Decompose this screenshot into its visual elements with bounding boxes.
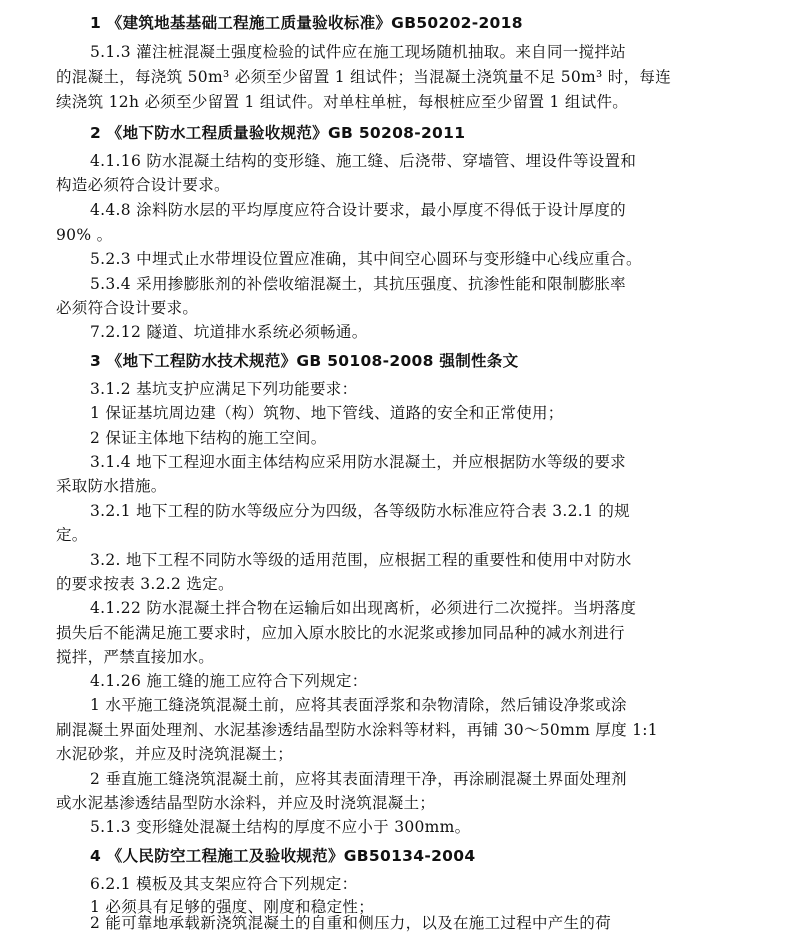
line-1: 5.1.3 灌注桩混凝土强度检验的试件应在施工现场随机抽取。来自同一搅拌站 — [90, 43, 626, 61]
line-32: 5.1.3 变形缝处混凝土结构的厚度不应小于 300mm。 — [90, 818, 471, 836]
line-5: 4.1.16 防水混凝土结构的变形缝、施工缝、后浇带、穿墙管、埋设件等设置和 — [90, 152, 637, 170]
line-18: 采取防水措施。 — [56, 477, 167, 495]
line-12: 7.2.12 隧道、坑道排水系统必须畅通。 — [90, 323, 368, 341]
line-13: 3 《地下工程防水技术规范》GB 50108-2008 强制性条文 — [90, 352, 519, 370]
line-6: 构造必须符合设计要求。 — [56, 176, 230, 194]
line-2: 的混凝土，每浇筑 50m³ 必须至少留置 1 组试件；当混凝土浇筑量不足 50m³ 时，每连 — [56, 68, 671, 86]
line-23: 4.1.22 防水混凝土拌合物在运输后如出现离析，必须进行二次搅拌。当坍落度 — [90, 599, 637, 617]
line-17: 3.1.4 地下工程迎水面主体结构应采用防水混凝土，并应根据防水等级的要求 — [90, 453, 626, 471]
line-25: 搅拌，严禁直接加水。 — [56, 648, 215, 666]
line-22: 的要求按表 3.2.2 选定。 — [56, 575, 234, 593]
line-11: 必须符合设计要求。 — [56, 299, 199, 317]
line-31: 或水泥基渗透结晶型防水涂料，并应及时浇筑混凝土； — [56, 794, 436, 812]
line-8: 90% 。 — [56, 226, 113, 244]
line-14: 3.1.2 基坑支护应满足下列功能要求： — [90, 380, 358, 398]
line-10: 5.3.4 采用掺膨胀剂的补偿收缩混凝土，其抗压强度、抗渗性能和限制膨胀率 — [90, 275, 626, 293]
line-21: 3.2. 地下工程不同防水等级的适用范围，应根据工程的重要性和使用中对防水 — [90, 551, 632, 569]
line-0: 1 《建筑地基基础工程施工质量验收标准》GB50202-2018 — [90, 14, 523, 32]
line-16: 2 保证主体地下结构的施工空间。 — [90, 429, 327, 447]
line-9: 5.2.3 中埋式止水带埋设位置应准确，其中间空心圆环与变形缝中心线应重合。 — [90, 250, 642, 268]
line-7: 4.4.8 涂料防水层的平均厚度应符合设计要求，最小厚度不得低于设计厚度的 — [90, 201, 626, 219]
line-26: 4.1.26 施工缝的施工应符合下列规定： — [90, 672, 368, 690]
line-30: 2 垂直施工缝浇筑混凝土前，应将其表面清理干净，再涂刷混凝土界面处理剂 — [90, 770, 627, 788]
line-28: 刷混凝土界面处理剂、水泥基渗透结晶型防水涂料等材料，再铺 30～50mm 厚度 1:1 — [56, 721, 658, 739]
line-34: 6.2.1 模板及其支架应符合下列规定： — [90, 875, 358, 893]
line-15: 1 保证基坑周边建（构）筑物、地下管线、道路的安全和正常使用； — [90, 404, 564, 422]
line-4: 2 《地下防水工程质量验收规范》GB 50208-2011 — [90, 124, 466, 142]
line-24: 损失后不能满足施工要求时，应加入原水胶比的水泥浆或掺加同品种的减水剂进行 — [56, 624, 625, 642]
line-33: 4 《人民防空工程施工及验收规范》GB50134-2004 — [90, 847, 476, 865]
line-20: 定。 — [56, 526, 88, 544]
line-29: 水泥砂浆，并应及时浇筑混凝土； — [56, 745, 294, 763]
line-19: 3.2.1 地下工程的防水等级应分为四级，各等级防水标准应符合表 3.2.1 的规 — [90, 502, 630, 520]
line-27: 1 水平施工缝浇筑混凝土前，应将其表面浮浆和杂物清除，然后铺设净浆或涂 — [90, 696, 627, 714]
line-35: 1 必须具有足够的强度、刚度和稳定性； — [90, 898, 374, 916]
line-3: 续浇筑 12h 必须至少留置 1 组试件。对单柱单桩，每根桩应至少留置 1 组试件。 — [56, 93, 629, 111]
line-36: 2 能可靠地承载新浇筑混凝土的自重和侧压力，以及在施工过程中产生的荷 — [90, 914, 611, 932]
